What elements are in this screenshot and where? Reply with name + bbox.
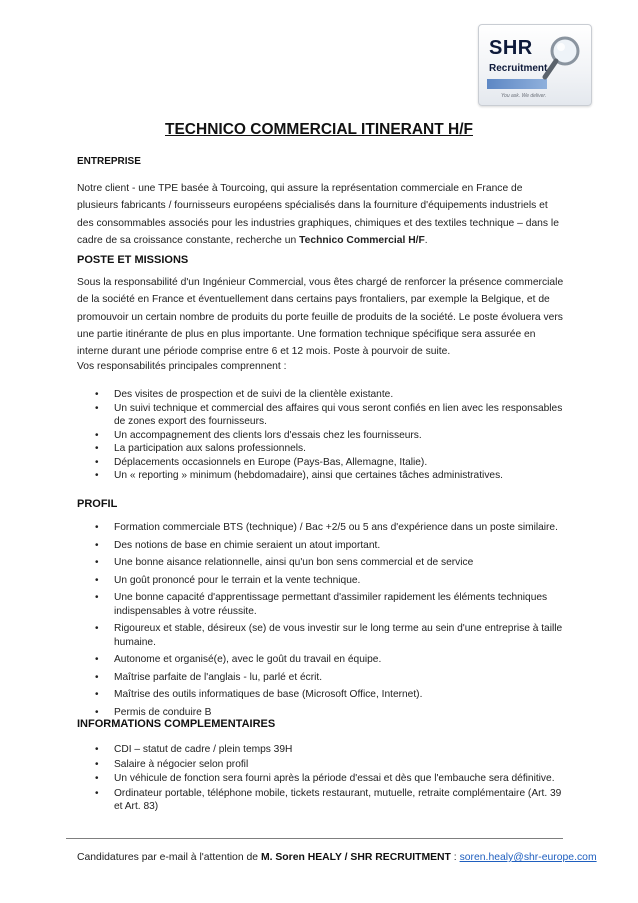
poste-paragraph: Sous la responsabilité d'un Ingénieur Commercial, vous êtes chargé de renforcer la présence commerciale de la société en France et éventuellement dans certains pays frontaliers, par exemple la Belgique, et de promouvoir un certain nombre de produits du porte feuille de produits de la société. Le poste évoluera vers une partie itinérante de plus en plus importante. Une formation technique spécifique sera assurée en interne durant une période comprise entre 6 et 12 mois. Poste à pourvoir de suite. bbox=[77, 277, 564, 358]
list-item: • CDI – statut de cadre / plein temps 39H bbox=[95, 744, 293, 755]
entreprise-text: Notre client - une TPE basée à Tourcoing, qui assure la représentation commerciale en France de plusieurs fabricants / fournisseurs européens spécialisés dans la fourniture d'équipements industriels et des consommables associés pour les industries graphiques, chimiques et des textiles technique – dans le cadre de sa croissance constante, recherche un bbox=[77, 183, 559, 246]
logo-subtitle: Recruitment bbox=[489, 63, 548, 74]
list-item: • Maîtrise des outils informatiques de base (Microsoft Office, Internet). bbox=[95, 689, 423, 700]
footer-divider bbox=[66, 838, 563, 839]
list-item: • Déplacements occasionnels en Europe (Pays-Bas, Allemagne, Italie). bbox=[95, 456, 428, 468]
page-title: TECHNICO COMMERCIAL ITINERANT H/F bbox=[165, 121, 473, 138]
poste-list bbox=[77, 388, 565, 483]
entreprise-end: . bbox=[424, 234, 428, 246]
list-item: • Un accompagnement des clients lors d'essais chez les fournisseurs. bbox=[95, 429, 422, 441]
footer-separator: : bbox=[450, 852, 460, 863]
list-item: • Un véhicule de fonction sera fourni après la période d'essai et dès que l'embauche sera définitive. bbox=[95, 773, 555, 784]
section-heading-poste: POSTE ET MISSIONS bbox=[77, 254, 189, 266]
list-item: • Un goût prononcé pour le terrain et la vente technique. bbox=[95, 574, 361, 586]
list-item: • Autonome et organisé(e), avec le goût du travail en équipe. bbox=[95, 654, 382, 665]
entreprise-paragraph bbox=[77, 180, 565, 249]
shr-logo bbox=[478, 24, 592, 106]
list-item: • La participation aux salons professionnels. bbox=[95, 443, 306, 454]
section-heading-informations: INFORMATIONS COMPLEMENTAIRES bbox=[77, 718, 276, 730]
list-item: • Salaire à négocier selon profil bbox=[95, 758, 249, 770]
footer-prefix: Candidatures par e-mail à l'attention de bbox=[77, 852, 261, 863]
logo-tagline: You ask. We deliver. bbox=[501, 93, 547, 99]
email-link[interactable]: soren.healy@shr-europe.com bbox=[459, 852, 597, 863]
list-item: • Des notions de base en chimie seraient un atout important. bbox=[95, 539, 381, 551]
list-item: • Ordinateur portable, téléphone mobile, tickets restaurant, mutuelle, retraite complémentaire (Art. 39 et Art. 83) bbox=[95, 787, 562, 812]
logo-bar bbox=[487, 79, 547, 89]
section-heading-entreprise: ENTREPRISE bbox=[77, 156, 141, 167]
entreprise-emphasis: Technico Commercial H/F bbox=[299, 234, 425, 246]
magnifier-icon bbox=[541, 33, 587, 97]
list-item: • Une bonne capacité d'apprentissage permettant d'assimiler rapidement les éléments techniques indispensables à votre réussite. bbox=[95, 592, 548, 617]
list-item: • Rigoureux et stable, désireux (se) de vous investir sur le long terme au sein d'une entreprise à taille humaine. bbox=[95, 623, 563, 648]
list-item: • Formation commerciale BTS (technique) / Bac +2/5 ou 5 ans d'expérience dans un poste similaire. bbox=[95, 522, 558, 533]
profil-list bbox=[77, 521, 565, 719]
logo-brand: SHR bbox=[489, 37, 533, 59]
list-item: • Permis de conduire B bbox=[95, 706, 212, 718]
list-item: • Des visites de prospection et de suivi de la clientèle existante. bbox=[95, 389, 394, 400]
footer-contact: M. Soren HEALY / SHR RECRUITMENT bbox=[260, 852, 451, 863]
list-item: • Un « reporting » minimum (hebdomadaire), ainsi que certaines tâches administratives. bbox=[95, 470, 504, 481]
list-item: • Maîtrise parfaite de l'anglais - lu, parlé et écrit. bbox=[95, 671, 323, 683]
section-heading-profil: PROFIL bbox=[77, 498, 118, 510]
footer bbox=[77, 852, 597, 863]
list-item: • Un suivi technique et commercial des affaires qui vous seront confiés en lien avec les responsables de zones export des fournisseurs. bbox=[95, 402, 563, 427]
infos-list bbox=[77, 743, 565, 814]
poste-intro: Vos responsabilités principales comprennent : bbox=[77, 361, 287, 372]
list-item: • Une bonne aisance relationnelle, ainsi qu'un bon sens commercial et de service bbox=[95, 557, 474, 568]
